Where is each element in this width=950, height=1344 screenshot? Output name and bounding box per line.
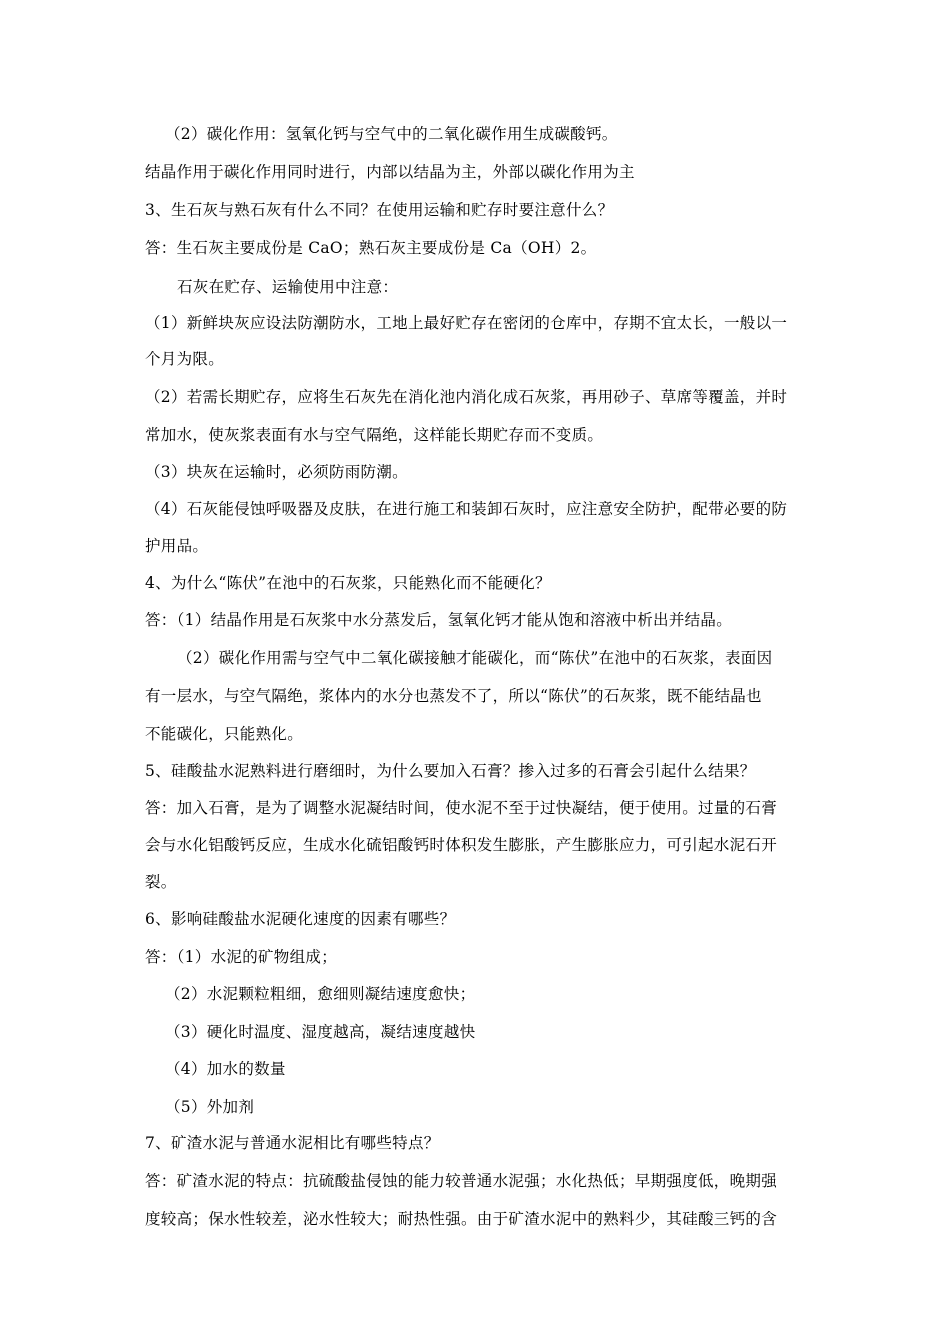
text-line: （4）加水的数量 — [165, 1060, 286, 1078]
text-line: 个月为限。 — [145, 350, 225, 368]
answer-line: 答：矿渣水泥的特点：抗硫酸盐侵蚀的能力较普通水泥强；水化热低；早期强度低，晚期强 — [145, 1172, 778, 1190]
text-line: 不能碳化，只能熟化。 — [145, 725, 304, 743]
text-line: （2）水泥颗粒粗细，愈细则凝结速度愈快； — [165, 985, 476, 1003]
text-line: 会与水化铝酸钙反应，生成水化硫铝酸钙时体积发生膨胀，产生膨胀应力，可引起水泥石开 — [145, 836, 778, 854]
answer-line: 答：（1）水泥的矿物组成； — [145, 948, 338, 966]
text-line: 度较高；保水性较差，泌水性较大；耐热性强。由于矿渣水泥中的熟料少，其硅酸三钙的含 — [145, 1210, 778, 1228]
text-line: 常加水，使灰浆表面有水与空气隔绝，这样能长期贮存而不变质。 — [145, 426, 604, 444]
text-line: （1）新鲜块灰应设法防潮防水，工地上最好贮存在密闭的仓库中，存期不宜太长，一般以一 — [145, 314, 788, 332]
text-line: 有一层水，与空气隔绝，浆体内的水分也蒸发不了，所以“陈伏”的石灰浆，既不能结晶也 — [145, 687, 762, 705]
text-line: （3）块灰在运输时，必须防雨防潮。 — [145, 463, 408, 481]
question-heading: 5、硅酸盐水泥熟料进行磨细时，为什么要加入石膏？掺入过多的石膏会引起什么结果？ — [145, 762, 756, 780]
text-line: 护用品。 — [145, 537, 209, 555]
text-line: （3）硬化时温度、湿度越高，凝结速度越快 — [165, 1023, 476, 1041]
question-heading: 7、矿渣水泥与普通水泥相比有哪些特点？ — [145, 1134, 440, 1152]
question-heading: 6、影响硅酸盐水泥硬化速度的因素有哪些？ — [145, 910, 456, 928]
text-line: （5）外加剂 — [165, 1098, 255, 1116]
text-line: 结晶作用于碳化作用同时进行，内部以结晶为主，外部以碳化作用为主 — [145, 163, 635, 181]
answer-line: 答：（1）结晶作用是石灰浆中水分蒸发后，氢氧化钙才能从饱和溶液中析出并结晶。 — [145, 611, 733, 629]
text-line: 裂。 — [145, 873, 177, 891]
text-line: （2）若需长期贮存，应将生石灰先在消化池内消化成石灰浆，再用砂子、草席等覆盖，并时 — [145, 388, 788, 406]
answer-line: 答：生石灰主要成份是 CaO；熟石灰主要成份是 Ca（OH）2。 — [145, 239, 597, 257]
question-heading: 3、生石灰与熟石灰有什么不同？在使用运输和贮存时要注意什么？ — [145, 201, 614, 219]
text-line: 石灰在贮存、运输使用中注意： — [177, 278, 399, 296]
question-heading: 4、为什么“陈伏”在池中的石灰浆，只能熟化而不能硬化？ — [145, 574, 551, 592]
text-line: （2）碳化作用需与空气中二氧化碳接触才能碳化，而“陈伏”在池中的石灰浆，表面因 — [177, 649, 773, 667]
answer-line: 答：加入石膏，是为了调整水泥凝结时间，使水泥不至于过快凝结，便于使用。过量的石膏 — [145, 799, 778, 817]
text-line: （2）碳化作用：氢氧化钙与空气中的二氧化碳作用生成碳酸钙。 — [165, 125, 618, 143]
text-line: （4）石灰能侵蚀呼吸器及皮肤，在进行施工和装卸石灰时，应注意安全防护，配带必要的防 — [145, 500, 788, 518]
